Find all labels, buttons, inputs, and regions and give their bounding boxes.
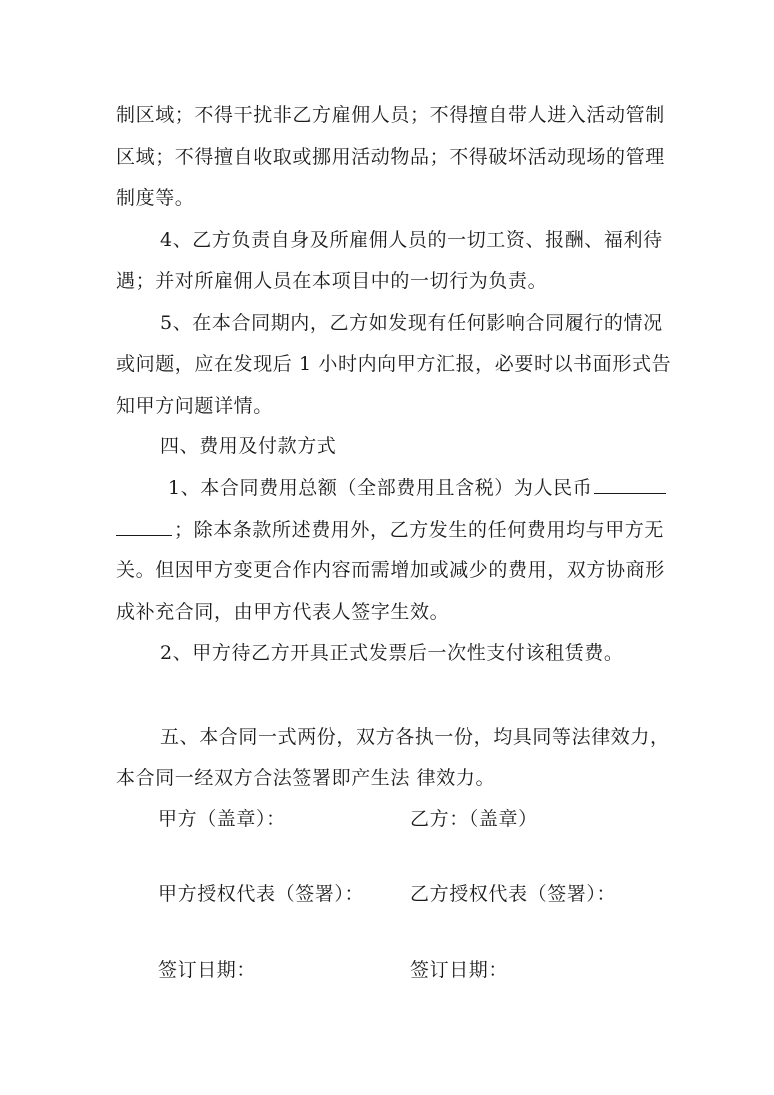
fee-clause-2: 2、甲方待乙方开具正式发票后一次性支付该租赁费。	[160, 642, 624, 664]
clause-3-line-3: 制度等。	[116, 187, 195, 209]
amount-blank-1	[594, 475, 666, 494]
fee-clause-1-text-2: ；除本条款所述费用外，乙方发生的任何费用均与甲方无	[174, 519, 665, 541]
party-a-rep-label: 甲方授权代表（签署）：	[158, 883, 365, 905]
section-4-heading: 四、费用及付款方式	[160, 435, 337, 457]
section-5-line-1: 五、本合同一式两份，双方各执一份，均具同等法律效力，	[160, 726, 670, 748]
party-b-date-label: 签订日期：	[410, 959, 509, 981]
clause-3-line-1: 制区域；不得干扰非乙方雇佣人员；不得擅自带人进入活动管制	[116, 104, 665, 126]
fee-clause-1-line-1	[168, 475, 774, 500]
fee-clause-1-line-3: 关。但因甲方变更合作内容而需增加或减少的费用，双方协商形	[116, 559, 665, 581]
clause-5-line-3: 知甲方问题详情。	[116, 395, 273, 417]
clause-3-line-2: 区域；不得擅自收取或挪用活动物品；不得破坏活动现场的管理	[116, 146, 665, 168]
party-b-seal-label: 乙方：（盖章）	[410, 808, 538, 830]
amount-blank-2	[116, 517, 172, 536]
party-a-seal-label: 甲方（盖章）：	[158, 808, 286, 830]
clause-4-line-1: 4、乙方负责自身及所雇佣人员的一切工资、报酬、福利待	[160, 229, 663, 251]
fee-clause-1-line-4: 成补充合同，由甲方代表人签字生效。	[116, 601, 450, 623]
clause-4-line-2: 遇；并对所雇佣人员在本项目中的一切行为负责。	[116, 270, 548, 292]
fee-clause-1-text: 1、本合同费用总额（全部费用且含税）为人民币	[168, 477, 593, 499]
fee-clause-1-line-2	[116, 517, 774, 542]
section-5-line-2: 本合同一经双方合法签署即产生法 律效力。	[116, 767, 496, 789]
clause-5-line-2: 或问题，应在发现后 1 小时内向甲方汇报，必要时以书面形式告	[116, 353, 672, 375]
clause-5-line-1: 5、在本合同期内，乙方如发现有任何影响合同履行的情况	[160, 312, 663, 334]
party-b-rep-label: 乙方授权代表（签署）：	[410, 883, 617, 905]
party-a-date-label: 签订日期：	[158, 959, 257, 981]
